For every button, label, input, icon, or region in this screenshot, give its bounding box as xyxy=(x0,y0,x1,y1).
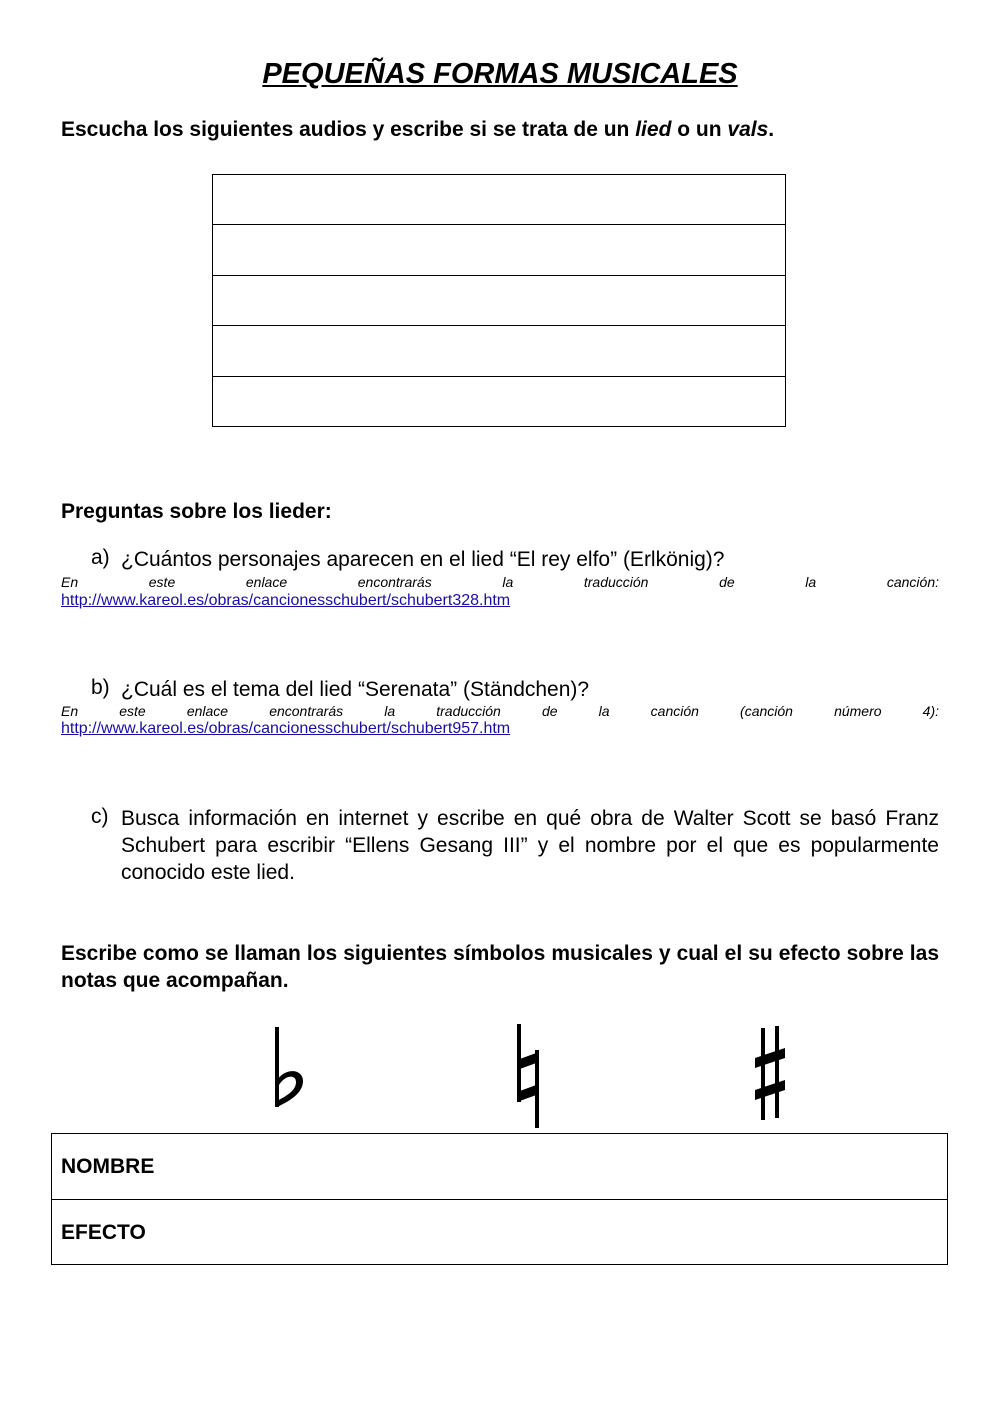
question-a xyxy=(91,546,939,573)
effect-row[interactable] xyxy=(52,1200,947,1266)
standchen-link[interactable]: http://www.kareol.es/obras/cancionesschubert/schubert957.htm xyxy=(61,720,511,737)
symbols-table xyxy=(51,1133,948,1265)
effect-label: EFECTO xyxy=(61,1221,146,1244)
natural-icon xyxy=(512,1022,544,1130)
erlkonig-link[interactable]: http://www.kareol.es/obras/cancionesschubert/schubert328.htm xyxy=(61,592,511,609)
lied-word: lied xyxy=(635,118,672,141)
flat-icon xyxy=(268,1025,308,1110)
question-b xyxy=(91,676,939,703)
question-text: ¿Cuál es el tema del lied “Serenata” (Ständchen)? xyxy=(121,678,590,701)
answer-row[interactable] xyxy=(213,377,785,426)
instruction-text: Escucha los siguientes audios y escribe si se trata de un xyxy=(61,118,636,141)
answer-row[interactable] xyxy=(213,276,785,326)
question-c xyxy=(91,805,939,886)
translation-note: En este enlace encontrarás la traducción de la canción: xyxy=(61,574,939,590)
answer-row[interactable] xyxy=(213,326,785,376)
instruction-text: . xyxy=(768,118,775,141)
question-text: Busca información en internet y escribe en qué obra de Walter Scott se basó Franz Schubert para escribir “Ellens Gesang III” y el nombre por el que es popularmente conocido este lied. xyxy=(121,807,939,884)
vals-word: vals xyxy=(727,118,769,141)
answer-row[interactable] xyxy=(213,225,785,275)
page-title: PEQUEÑAS FORMAS MUSICALES xyxy=(262,58,738,90)
question-text: ¿Cuántos personajes aparecen en el lied “El rey elfo” (Erlkönig)? xyxy=(121,548,725,571)
audio-answer-table xyxy=(212,174,786,427)
translation-note: En este enlace encontrarás la traducción de la canción (canción número 4): xyxy=(61,703,939,719)
name-row[interactable] xyxy=(52,1134,947,1200)
question-letter: a) xyxy=(91,546,110,569)
question-letter: c) xyxy=(91,805,109,828)
name-label: NOMBRE xyxy=(61,1154,155,1178)
answer-row[interactable] xyxy=(213,175,785,225)
instruction-text: o un xyxy=(671,118,728,141)
section-heading: Preguntas sobre los lieder: xyxy=(61,500,332,523)
sharp-icon xyxy=(752,1024,788,1122)
question-letter: b) xyxy=(91,676,110,699)
instruction-audios xyxy=(61,118,774,142)
instruction-symbols: Escribe como se llaman los siguientes símbolos musicales y cual el su efecto sobre las notas que acompañan. xyxy=(61,942,939,992)
